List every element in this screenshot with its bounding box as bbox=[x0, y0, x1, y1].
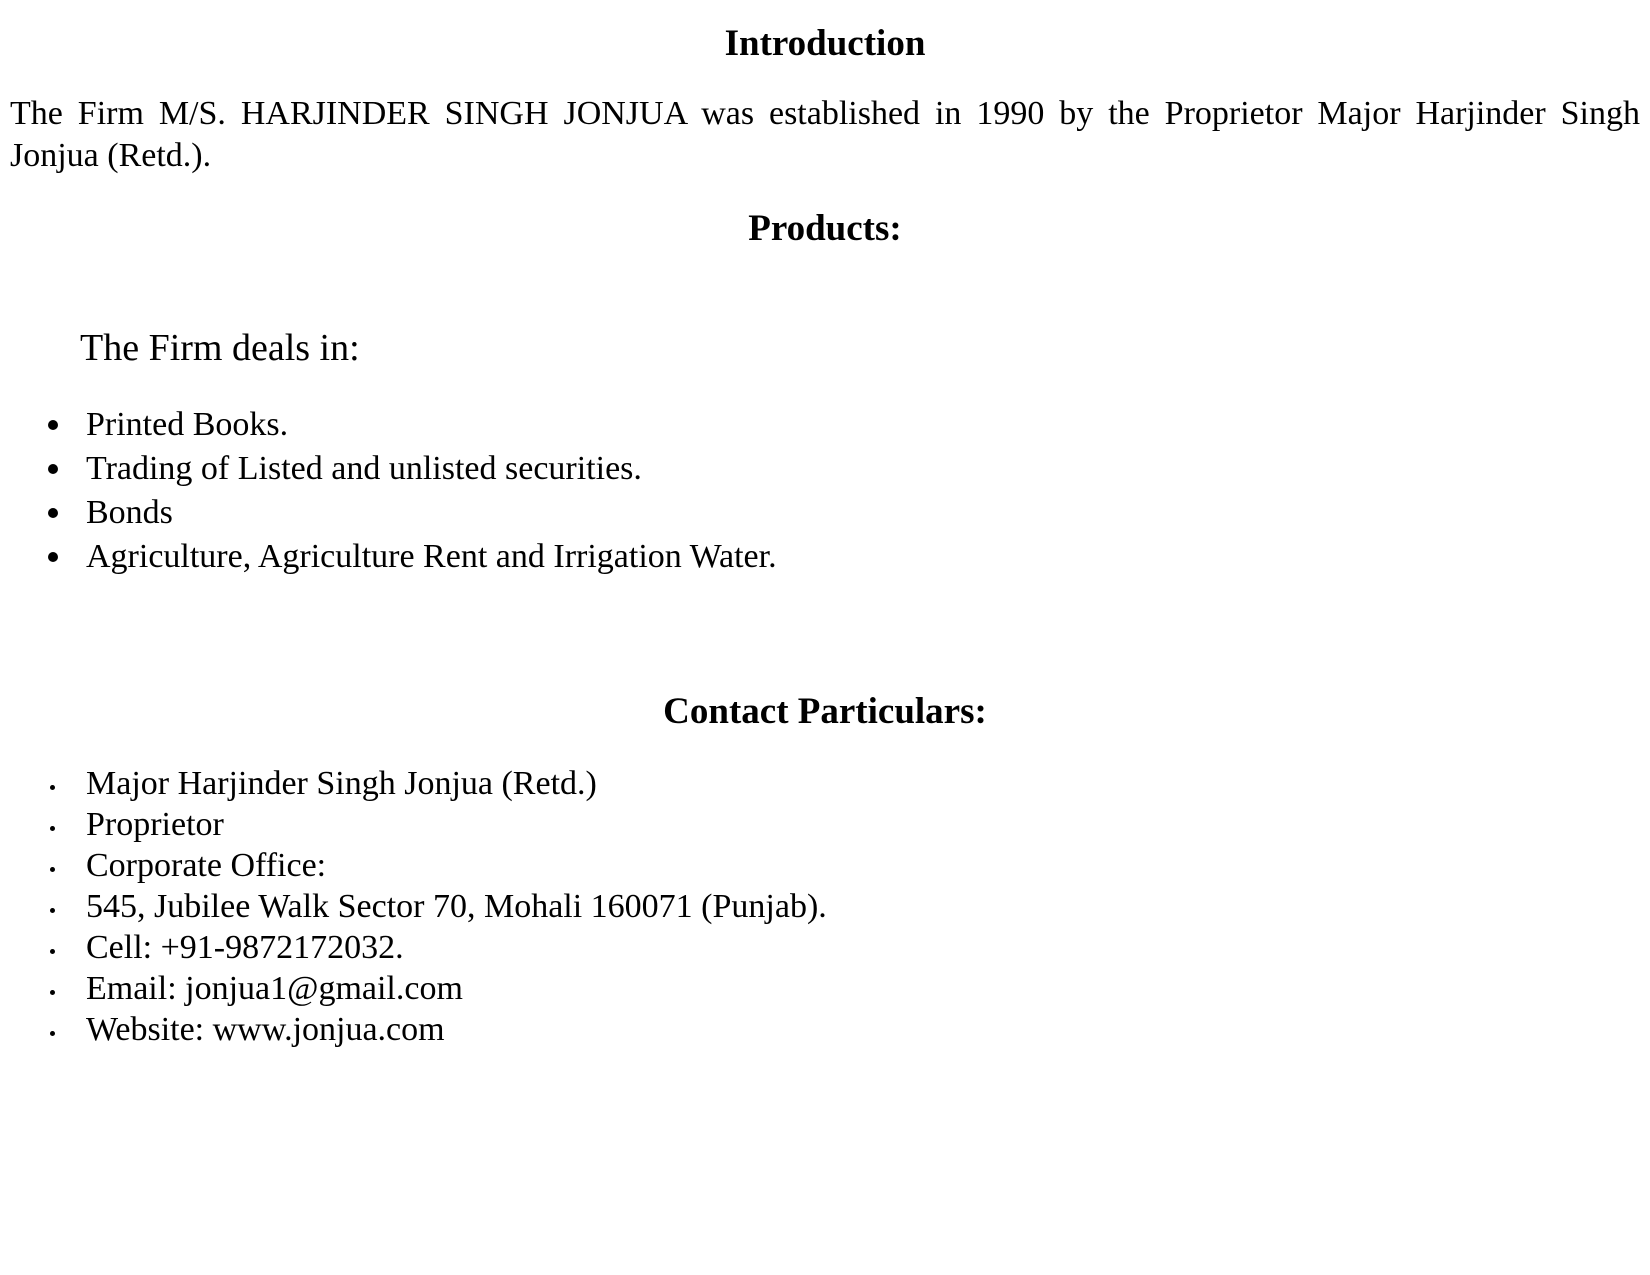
list-item bbox=[0, 763, 827, 804]
list-item bbox=[0, 845, 827, 886]
list-item bbox=[0, 927, 827, 968]
bullet-icon bbox=[48, 464, 58, 474]
bullet-icon bbox=[50, 908, 55, 913]
contact-website: Website: www.jonjua.com bbox=[86, 1011, 445, 1048]
contact-heading: Contact Particulars: bbox=[663, 691, 987, 732]
contact-office-label: Corporate Office: bbox=[86, 847, 327, 884]
list-item bbox=[0, 535, 777, 579]
products-list bbox=[0, 403, 777, 579]
product-item-label: Bonds bbox=[86, 494, 173, 531]
product-item-label: Agriculture, Agriculture Rent and Irrigation Water. bbox=[86, 538, 777, 575]
contact-address: 545, Jubilee Walk Sector 70, Mohali 160071 (Punjab). bbox=[86, 888, 827, 925]
bullet-icon bbox=[50, 1031, 55, 1036]
list-item bbox=[0, 968, 827, 1009]
product-item-label: Printed Books. bbox=[86, 406, 289, 443]
list-item bbox=[0, 403, 777, 447]
contact-list bbox=[0, 763, 827, 1050]
bullet-icon bbox=[48, 552, 58, 562]
product-item-label: Trading of Listed and unlisted securities. bbox=[86, 450, 642, 487]
bullet-icon bbox=[50, 949, 55, 954]
bullet-icon bbox=[50, 867, 55, 872]
bullet-icon bbox=[50, 990, 55, 995]
list-item bbox=[0, 491, 777, 535]
list-item bbox=[0, 886, 827, 927]
contact-cell: Cell: +91-9872172032. bbox=[86, 929, 404, 966]
bullet-icon bbox=[50, 785, 55, 790]
bullet-icon bbox=[48, 420, 58, 430]
products-heading: Products: bbox=[748, 208, 902, 249]
introduction-heading: Introduction bbox=[724, 23, 926, 64]
deals-in-text: The Firm deals in: bbox=[80, 327, 360, 369]
contact-name: Major Harjinder Singh Jonjua (Retd.) bbox=[86, 765, 597, 802]
contact-role: Proprietor bbox=[86, 806, 224, 843]
list-item bbox=[0, 447, 777, 491]
list-item bbox=[0, 804, 827, 845]
introduction-paragraph: The Firm M/S. HARJINDER SINGH JONJUA was established in 1990 by the Proprietor Major Harjinder Singh Jonjua (Retd.). bbox=[10, 95, 1640, 174]
bullet-icon bbox=[48, 508, 58, 518]
bullet-icon bbox=[50, 826, 55, 831]
contact-email: Email: jonjua1@gmail.com bbox=[86, 970, 463, 1007]
list-item bbox=[0, 1009, 827, 1050]
